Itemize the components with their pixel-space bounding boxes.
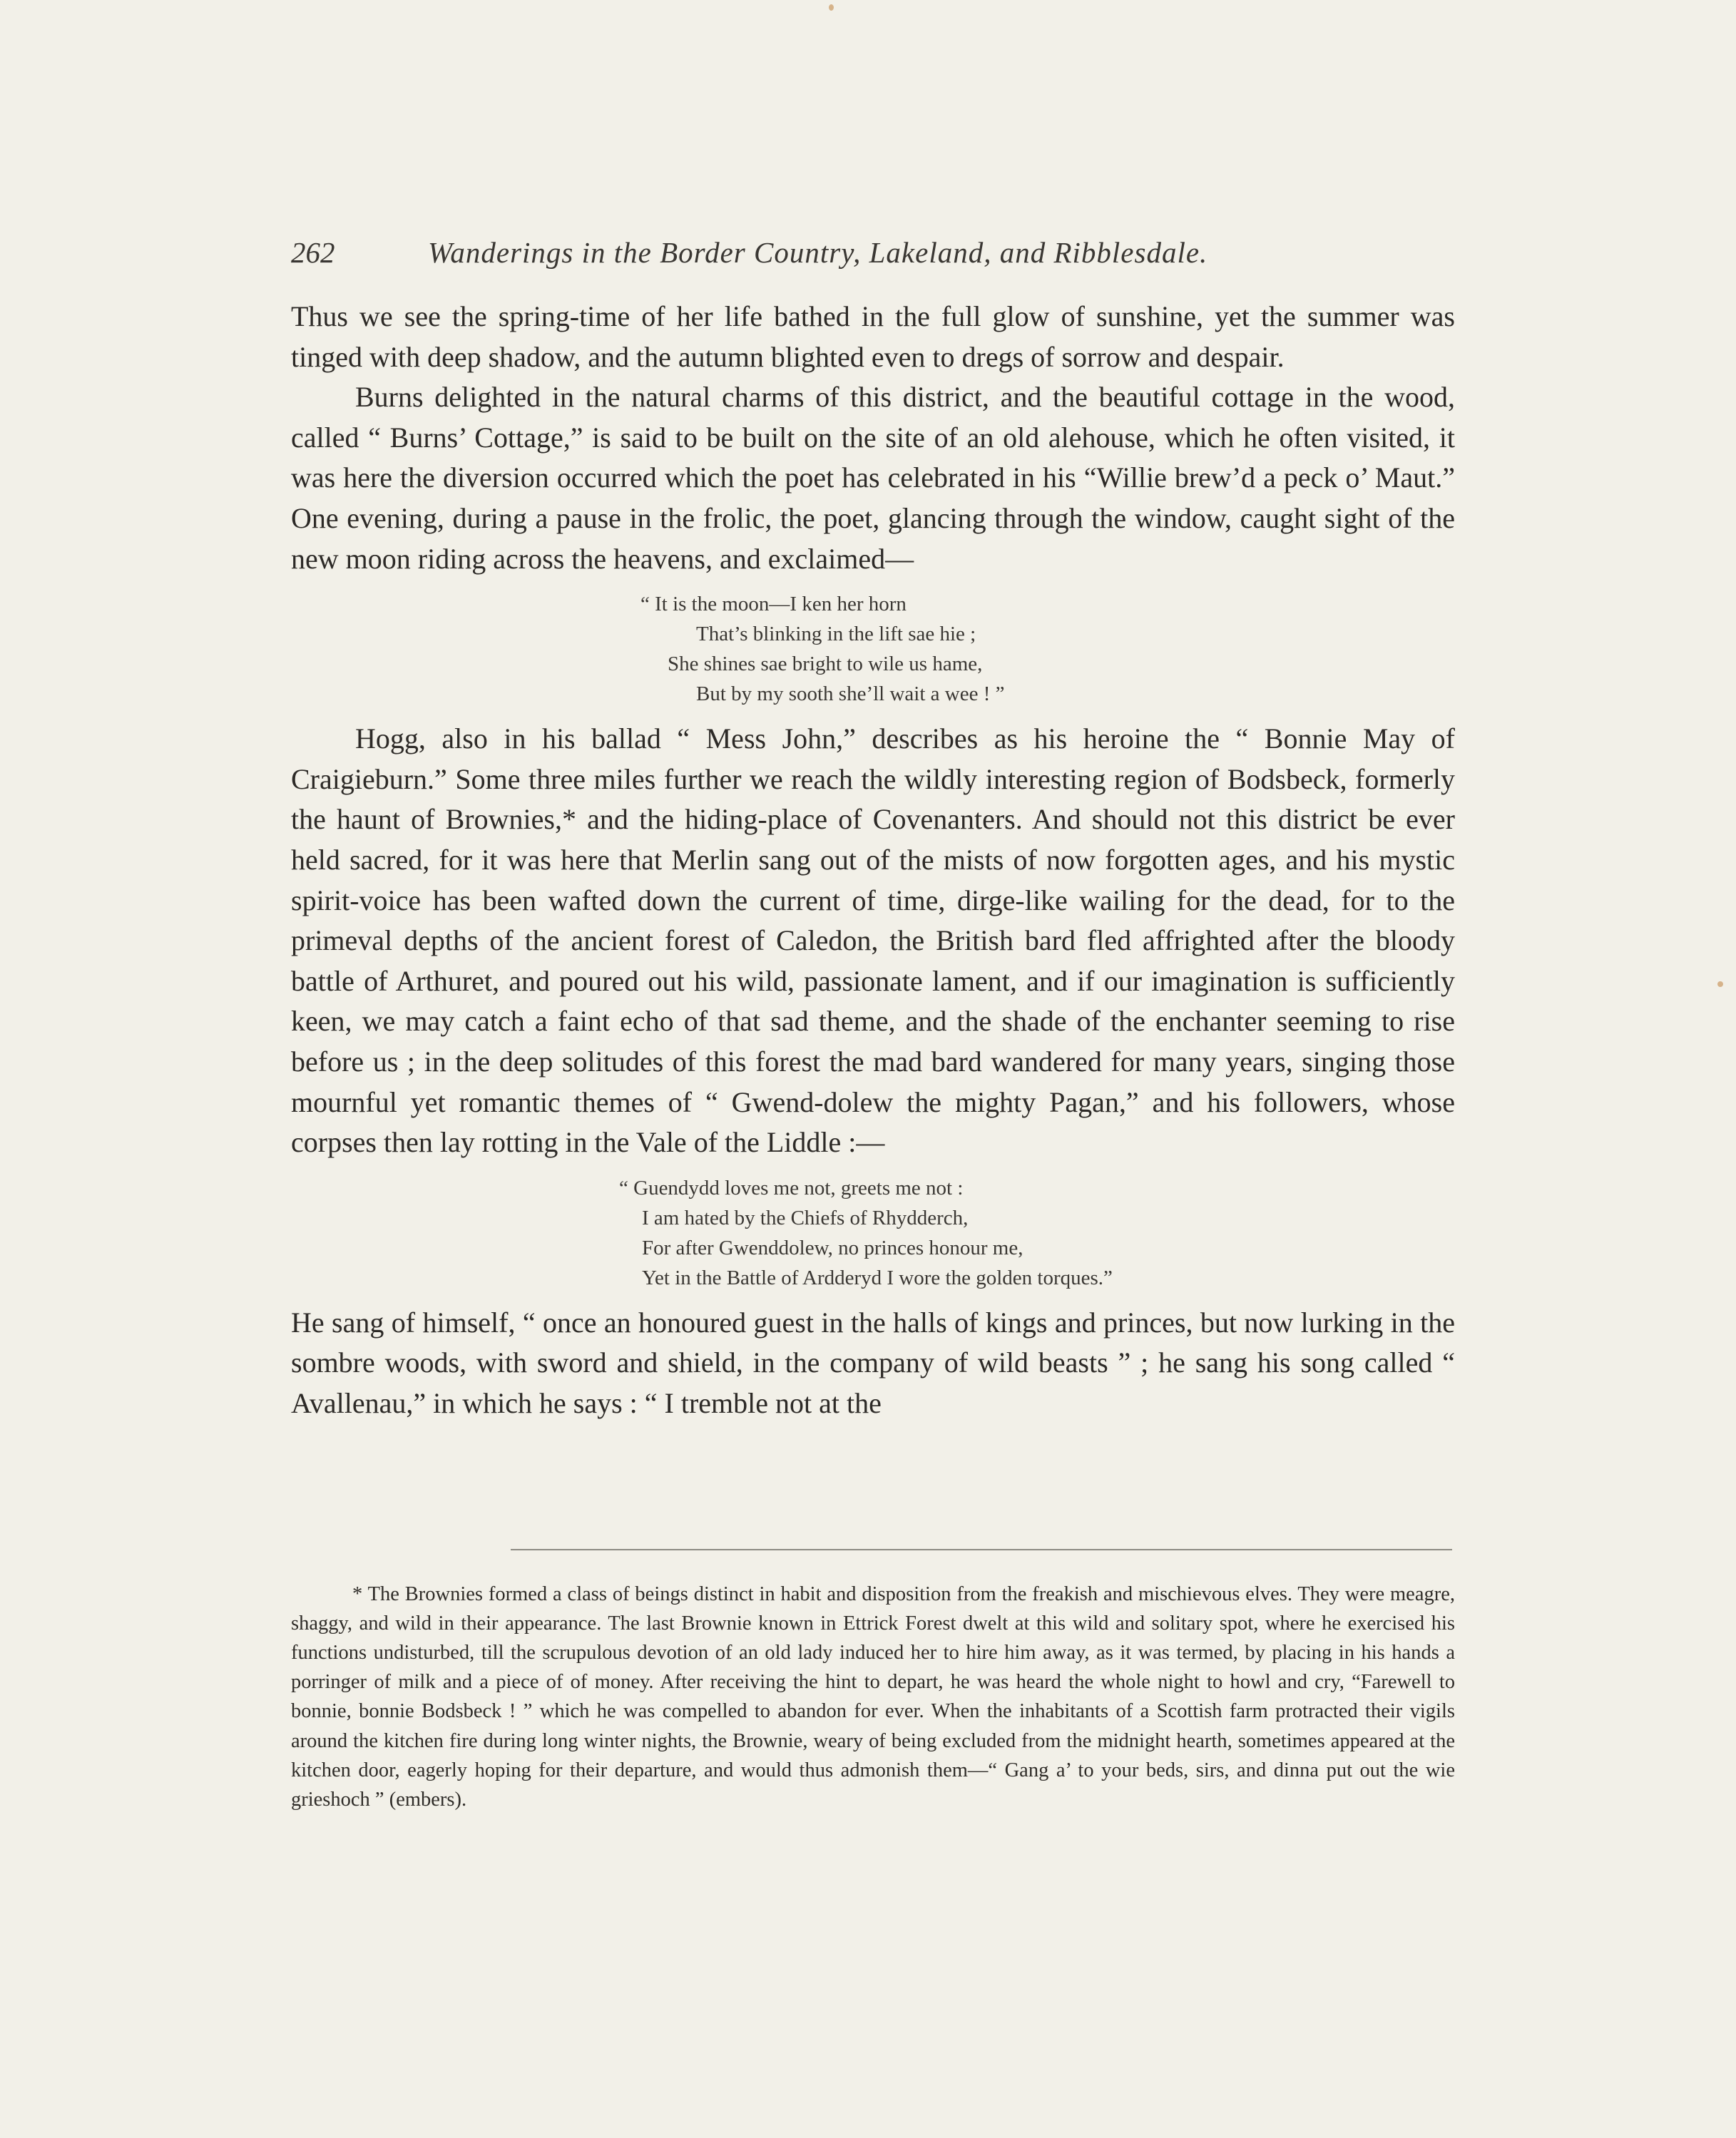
paragraph: Hogg, also in his ballad “ Mess John,” describes as his heroine the “ Bonnie May of Craigieburn.” Some three miles further we reach the wildly interesting region of Bodsbeck, formerly the haunt of Brownies,* and the hiding-place of Covenanters. And should not this district be ever held sacred, for it was here that Merlin sang out of the mists of now forgotten ages, and his mystic spirit-voice has been wafted down the current of time, dirge-like wailing for the dead, for to the primeval depths of the ancient forest of Caledon, the British bard fled affrighted after the bloody battle of Arthuret, and poured out his wild, passionate lament, and if our imagination is sufficiently keen, we may catch a faint echo of that sad theme, and the shade of the enchanter seeming to rise before us ; in the deep solitudes of this forest the mad bard wandered for many years, singing those mournful yet romantic themes of “ Gwend-dolew the mighty Pagan,” and his followers, whose corpses then lay rotting in the Vale of the Liddle :— — [291, 722, 1455, 1159]
verse-line: That’s blinking in the lift sae hie ; — [696, 623, 976, 646]
paragraph: Thus we see the spring-time of her life bathed in the full glow of sunshine, yet the summer was tinged with deep shadow, and the autumn blighted even to dregs of sorrow and despair. — [291, 300, 1455, 373]
verse-quotation-guendydd — [619, 1173, 1455, 1293]
verse-line: “ It is the moon—I ken her horn — [640, 593, 907, 616]
verse-line: Yet in the Battle of Ardderyd I wore the golden torques.” — [642, 1266, 1113, 1289]
paper-speck-right — [1717, 981, 1723, 987]
book-title: Wanderings in the Border Country, Lakeland, and Ribblesdale. — [428, 236, 1208, 269]
verse-line: But by my sooth she’ll wait a wee ! ” — [696, 682, 1005, 706]
paper-speck-top — [829, 4, 834, 11]
verse-line: “ Guendydd loves me not, greets me not : — [619, 1176, 964, 1200]
running-head — [291, 235, 1455, 278]
verse-line: She shines sae bright to wile us hame, — [668, 653, 983, 676]
verse-line: For after Gwenddolew, no princes honour me, — [642, 1236, 1023, 1259]
verse-line: I am hated by the Chiefs of Rhydderch, — [642, 1206, 969, 1229]
footnote-divider — [511, 1549, 1452, 1550]
page-number: 262 — [291, 236, 335, 269]
paragraph: He sang of himself, “ once an honoured guest in the halls of kings and princes, but now lurking in the sombre woods, with sword and shield, in the company of wild beasts ” ; he sang his song called “ Avallenau,” in which he says : “ I tremble not at the — [291, 1306, 1455, 1419]
verse-quotation-moon — [640, 589, 1455, 709]
main-text — [291, 297, 1455, 1423]
footnote: * The Brownies formed a class of beings distinct in habit and disposition from the freakish and mischievous elves. They were meagre, shaggy, and wild in their appearance. The last Brownie known in Ettrick Forest dwelt at this wild and solitary spot, where he exercised his functions undisturbed, till the scrupulous devotion of an old lady induced her to hire him away, as it was termed, by placing in his hands a porringer of milk and a piece of of money. After receiving the hint to depart, he was heard the whole night to howl and cry, “Farewell to bonnie, bonnie Bodsbeck ! ” which he was compelled to abandon for ever. When the inhabitants of a Scottish farm protracted their vigils around the kitchen fire during long winter nights, the Brownie, weary of being excluded from the midnight hearth, sometimes appeared at the kitchen door, eagerly hoping for their departure, and would thus admonish them—“ Gang a’ to your beds, sirs, and dinna put out the wie grieshoch ” (embers). — [291, 1582, 1455, 1811]
paragraph: Burns delighted in the natural charms of this district, and the beautiful cottage in the wood, called “ Burns’ Cottage,” is said to be built on the site of an old alehouse, which he often visited, it was here the diversion occurred which the poet has celebrated in his “Willie brew’d a peck o’ Maut.” One evening, during a pause in the frolic, the poet, glancing through the window, caught sight of the new moon riding across the heavens, and exclaimed— — [291, 381, 1455, 575]
